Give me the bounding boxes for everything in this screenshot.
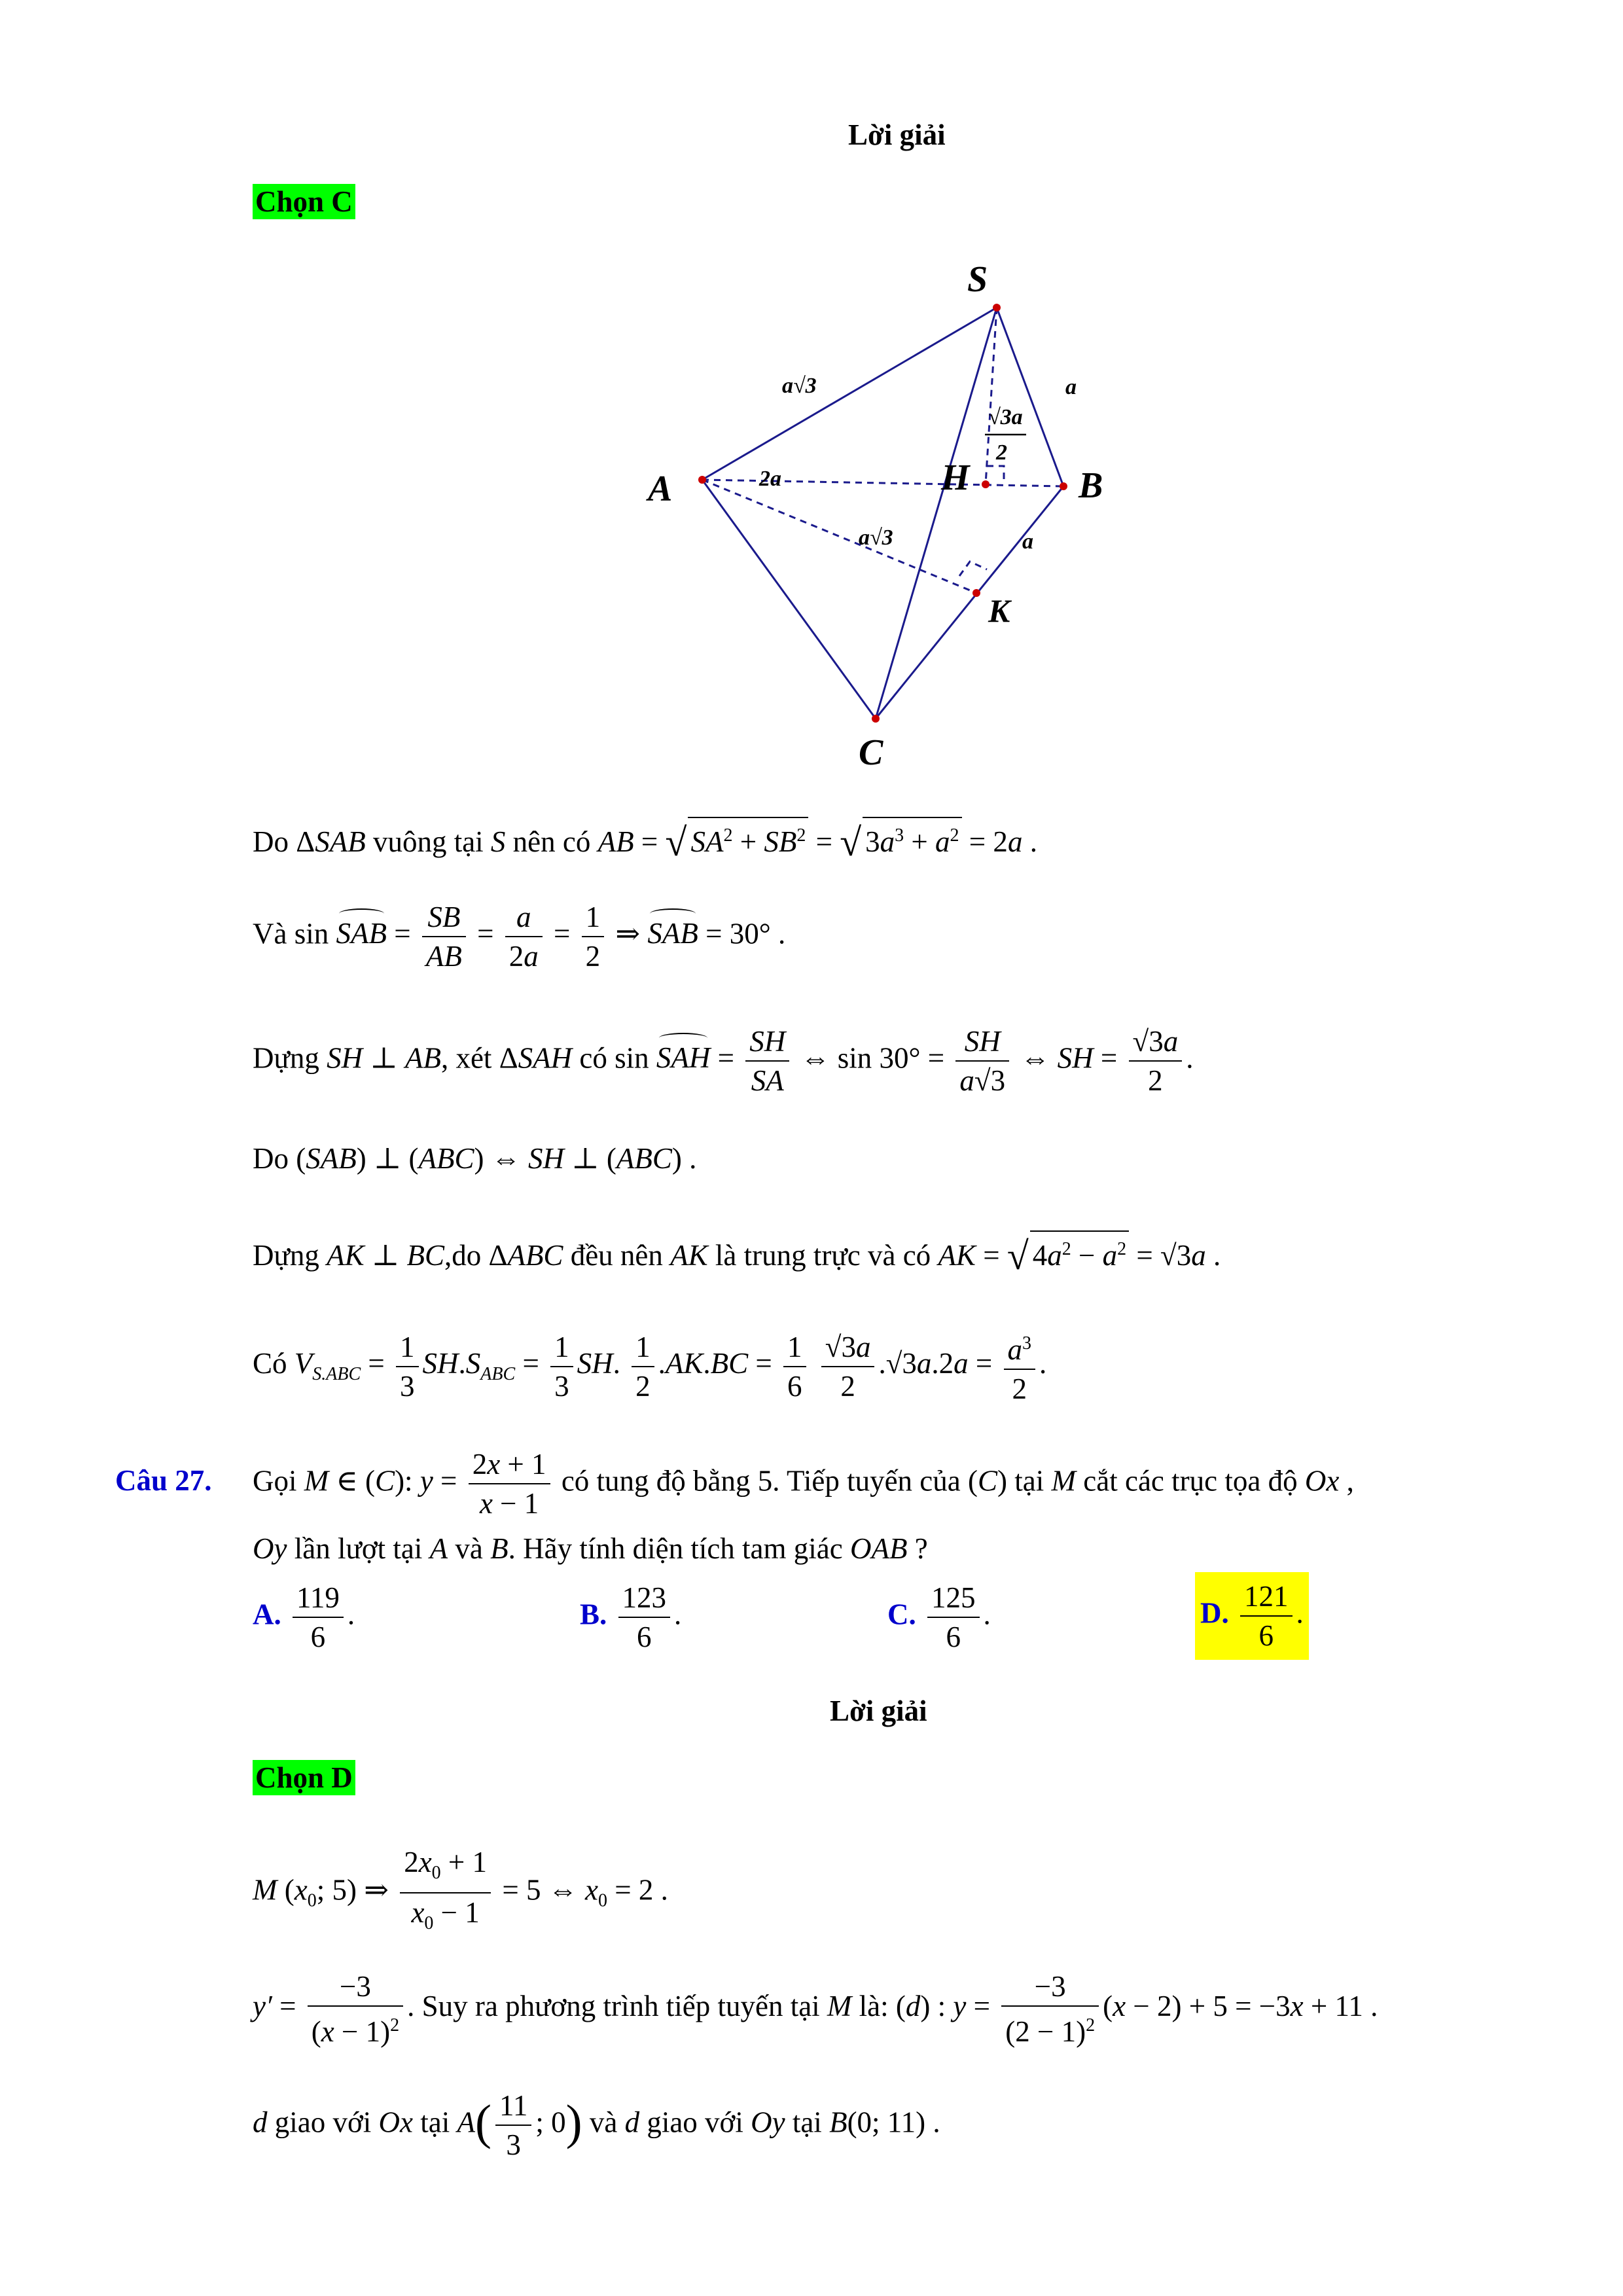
choice-label-1: Chọn C <box>253 184 355 219</box>
solution1-line3: Dựng SH ⊥ AB, xét ΔSAH có sin SAH = $\frac{SH}{SA}$ ⇔ sin 30° = $\frac{SH}{a√3}$ ⇔ SH = $\frac{√3a}{2}$ . <box>253 1022 1193 1100</box>
text-xet: , xét <box>440 1041 492 1075</box>
label-s: S <box>967 259 988 300</box>
option-a-den: 6 <box>310 1621 326 1653</box>
solution-title-1: Lời giải <box>848 118 946 151</box>
solution1-line1: Do ΔSAB vuông tại S nên có AB = √ $SA^2 + SB^2$ = √ $3a^3 + a^2 = 2a$ . <box>253 817 1037 862</box>
label-a: A <box>648 469 673 509</box>
text-giao-voi: giao với <box>274 2106 372 2139</box>
right-angle-h <box>987 466 1004 484</box>
solution2-line2: y′ = $\frac{-3}{(x - 1)^2}$ . Suy ra phương trình tiếp tuyến tại M là: (d) : y = $\frac{-3}{(2 - 1)^2}$ (x − 2) + 5 = −3x + 11 . <box>253 1967 1378 2051</box>
edge-ab <box>702 480 1063 486</box>
text-deu-nen: đều nên <box>570 1239 663 1272</box>
text-tai-3: tại <box>792 2106 822 2139</box>
segment-sh <box>986 308 997 484</box>
text-trung-truc: là trung trực và có <box>715 1239 931 1272</box>
label-sh-num: √3a <box>988 405 1023 429</box>
label-h: H <box>941 457 970 498</box>
solution1-line2: Và sin SAB = $\frac{SB}{AB}$ = $\frac{a}{2a}$ = $\frac{1}{2}$ ⇒ SAB = 30° . <box>253 898 785 975</box>
text-va-2: và <box>455 1532 483 1565</box>
label-b: B <box>1079 465 1103 506</box>
point-a <box>698 476 706 484</box>
text-goi: Gọi <box>253 1464 297 1498</box>
solution2-line1: M ($x_0$; 5) ⇒ $\frac{2x_0 + 1}{x_0 - 1}$ = 5 ⇔ $x_0 = 2$ . <box>253 1843 668 1943</box>
option-d-num: 121 <box>1240 1577 1293 1617</box>
point-s <box>993 304 1001 312</box>
text-do-2: Do <box>253 1142 289 1175</box>
text-dien-tich: . Hãy tính diện tích tam giác <box>508 1532 843 1565</box>
label-k: K <box>988 592 1010 629</box>
option-c-letter: C. <box>887 1598 916 1631</box>
text-dung-2: Dựng <box>253 1239 319 1272</box>
label-sb: a <box>1065 375 1077 399</box>
text-tiep-tuyen: . Tiếp tuyến của <box>772 1464 961 1498</box>
solution1-line4: Do (SAB) ⊥ (ABC) ⇔ SH ⊥ (ABC) . <box>253 1142 697 1175</box>
text-co: có <box>579 1041 607 1075</box>
option-c[interactable]: C. $\frac{125}{6}$ . <box>887 1579 991 1656</box>
pyramid-figure <box>628 249 1152 772</box>
text-cat-truc: cắt các trục tọa độ <box>1083 1464 1298 1498</box>
right-angle-k <box>959 562 987 576</box>
option-c-num: 125 <box>927 1579 980 1618</box>
solution1-line6: Có $V_{S.ABC}$ = $\frac{1}{3}$ $SH.S_{ABC}$ = $\frac{1}{3}$ SH. $\frac{1}{2}$ .AK.BC = $\frac{1}{6}$ $\frac{√3a}{2}$ .√3a.2a = $\frac{a^3}{2}$ . <box>253 1325 1046 1408</box>
label-c: C <box>859 732 883 772</box>
solution2-line3: d giao với Ox tại A( $\frac{11}{3}$ ; 0) và d giao với Oy tại B(0; 11) . <box>253 2087 940 2164</box>
text-va: Và <box>253 917 287 950</box>
text-co-2: Có <box>253 1346 287 1380</box>
edge-bc <box>876 486 1063 719</box>
text-do-3: ,do <box>444 1239 482 1272</box>
edge-sc <box>876 308 997 719</box>
text-tung-do: có tung độ bằng <box>561 1464 751 1498</box>
question-label: Câu 27. <box>115 1464 212 1497</box>
text-dung: Dựng <box>253 1041 319 1075</box>
label-kb: a <box>1022 529 1033 554</box>
text-la: là: <box>859 1989 889 2022</box>
label-ak: a√3 <box>859 526 893 550</box>
edge-ac <box>702 480 876 719</box>
value-5: 5 <box>757 1464 773 1498</box>
label-sa: a√3 <box>782 374 817 398</box>
question27-line1: Gọi M ∈ (C): y = $\frac{2x + 1}{x - 1}$ có tung độ bằng 5. Tiếp tuyến của (C) tại M cắt các trục tọa độ Ox , <box>253 1445 1354 1522</box>
option-b-num: 123 <box>618 1579 671 1618</box>
text-tai: tại <box>1014 1464 1044 1498</box>
text-suy-ra: . Suy ra phương trình tiếp tuyến tại <box>407 1989 820 2022</box>
text-nen-co: nên có <box>512 825 591 858</box>
text-giao-voi-2: giao với <box>647 2106 743 2139</box>
option-a-letter: A. <box>253 1598 281 1631</box>
option-b-den: 6 <box>637 1621 652 1653</box>
option-b[interactable]: B. $\frac{123}{6}$ . <box>580 1579 681 1656</box>
option-a[interactable]: A. $\frac{119}{6}$ . <box>253 1579 355 1656</box>
option-a-num: 119 <box>293 1579 344 1618</box>
option-d-den: 6 <box>1258 1619 1274 1652</box>
choice-badge-1 <box>253 185 355 219</box>
choice-label-2: Chọn D <box>253 1760 355 1795</box>
point-b <box>1060 482 1067 490</box>
label-sh-den: 2 <box>996 440 1007 465</box>
point-k <box>972 589 980 597</box>
option-b-letter: B. <box>580 1598 607 1631</box>
choice-badge-2 <box>253 1761 355 1795</box>
label-ah: 2a <box>759 467 781 491</box>
point-h <box>982 480 990 488</box>
edge-sa <box>702 308 997 480</box>
text-tai-2: tại <box>420 2106 450 2139</box>
solution1-line5: Dựng AK ⊥ BC,do ΔABC đều nên AK là trung trực và có AK = √ $4a^2 - a^2 = √3a$ . <box>253 1230 1221 1276</box>
option-c-den: 6 <box>946 1621 961 1653</box>
text-s: S <box>490 825 506 858</box>
text-do: Do <box>253 825 289 858</box>
option-d-letter: D. <box>1200 1596 1229 1630</box>
text-vuong-tai: vuông tại <box>372 825 484 858</box>
option-d[interactable]: D. $\frac{121}{6}$ . <box>1195 1572 1309 1660</box>
point-c <box>872 715 880 723</box>
text-va-3: và <box>589 2106 618 2139</box>
solution-title-2: Lời giải <box>830 1695 927 1727</box>
text-lan-luot: lần lượt tại <box>294 1532 423 1565</box>
question27-line2: Oy lần lượt tại A và B. Hãy tính diện tích tam giác OAB ? <box>253 1532 928 1565</box>
